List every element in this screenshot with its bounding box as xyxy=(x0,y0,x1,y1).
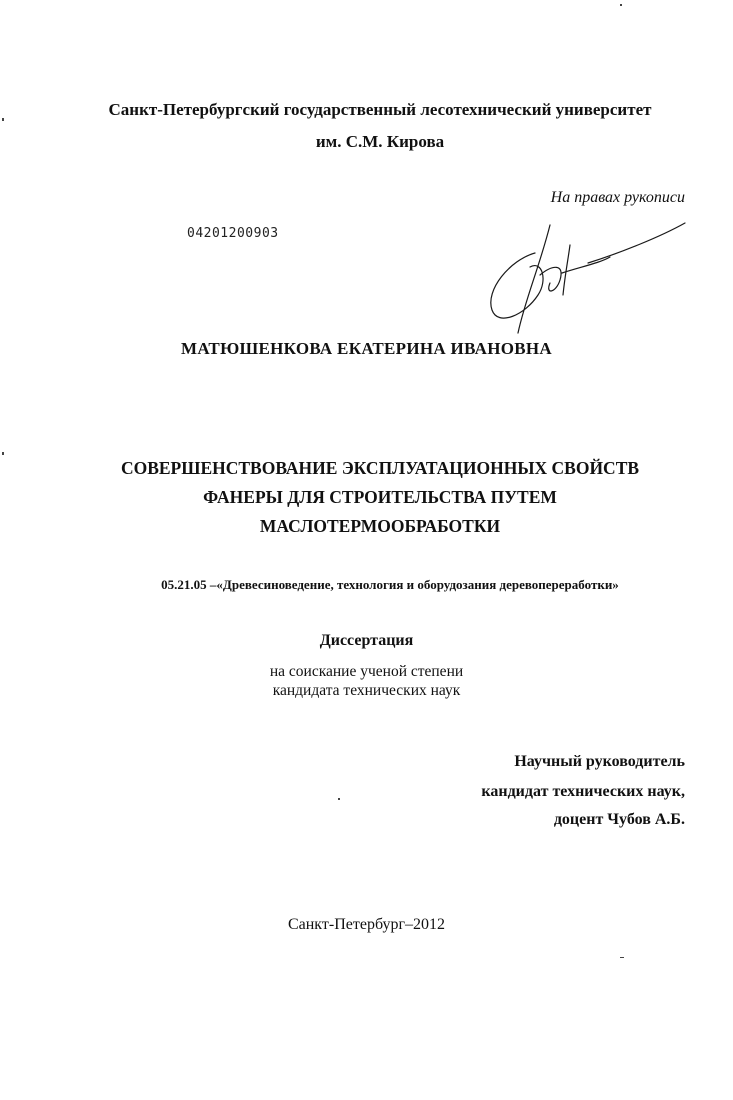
author-name: МАТЮШЕНКОВА ЕКАТЕРИНА ИВАНОВНА xyxy=(181,339,552,358)
signature-stroke-5 xyxy=(588,223,685,263)
signature-stroke-1 xyxy=(518,225,550,333)
signature-icon xyxy=(470,205,700,345)
manuscript-note: На правах рукописи xyxy=(550,189,685,206)
title-line: СОВЕРШЕНСТВОВАНИЕ ЭКСПЛУАТАЦИОННЫХ СВОЙСТВ xyxy=(120,458,640,478)
title-line: ФАНЕРЫ ДЛЯ СТРОИТЕЛЬСТВА ПУТЕМ xyxy=(203,487,557,507)
scan-speck xyxy=(2,452,4,455)
supervisor-name: доцент Чубов А.Б. xyxy=(553,811,685,828)
scan-speck xyxy=(338,798,340,800)
scan-speck xyxy=(2,118,4,121)
dissertation-title xyxy=(60,454,700,541)
university-name: Санкт-Петербургский государственный лесотехнический университет xyxy=(108,100,652,119)
city-year: Санкт-Петербург–2012 xyxy=(287,916,446,933)
registration-number: 04201200903 xyxy=(187,226,279,241)
degree-line: кандидата технических наук xyxy=(272,682,461,699)
degree-line: на соискание ученой степени xyxy=(269,663,464,680)
university-name-suffix: им. С.М. Кирова xyxy=(315,132,445,151)
title-line: МАСЛОТЕРМООБРАБОТКИ xyxy=(259,516,501,536)
supervisor-degree: кандидат технических наук, xyxy=(481,783,685,800)
specialty-code: 05.21.05 –«Древесиноведение, технология и оборудозания деревопереработки» xyxy=(161,577,619,592)
document-type: Диссертация xyxy=(319,632,414,649)
scan-speck xyxy=(620,957,624,958)
scan-speck xyxy=(620,4,622,6)
supervisor-role: Научный руководитель xyxy=(514,753,685,770)
signature-stroke-4 xyxy=(562,257,610,273)
signature-stroke-6 xyxy=(563,245,570,295)
signature-stroke-2 xyxy=(491,253,543,318)
